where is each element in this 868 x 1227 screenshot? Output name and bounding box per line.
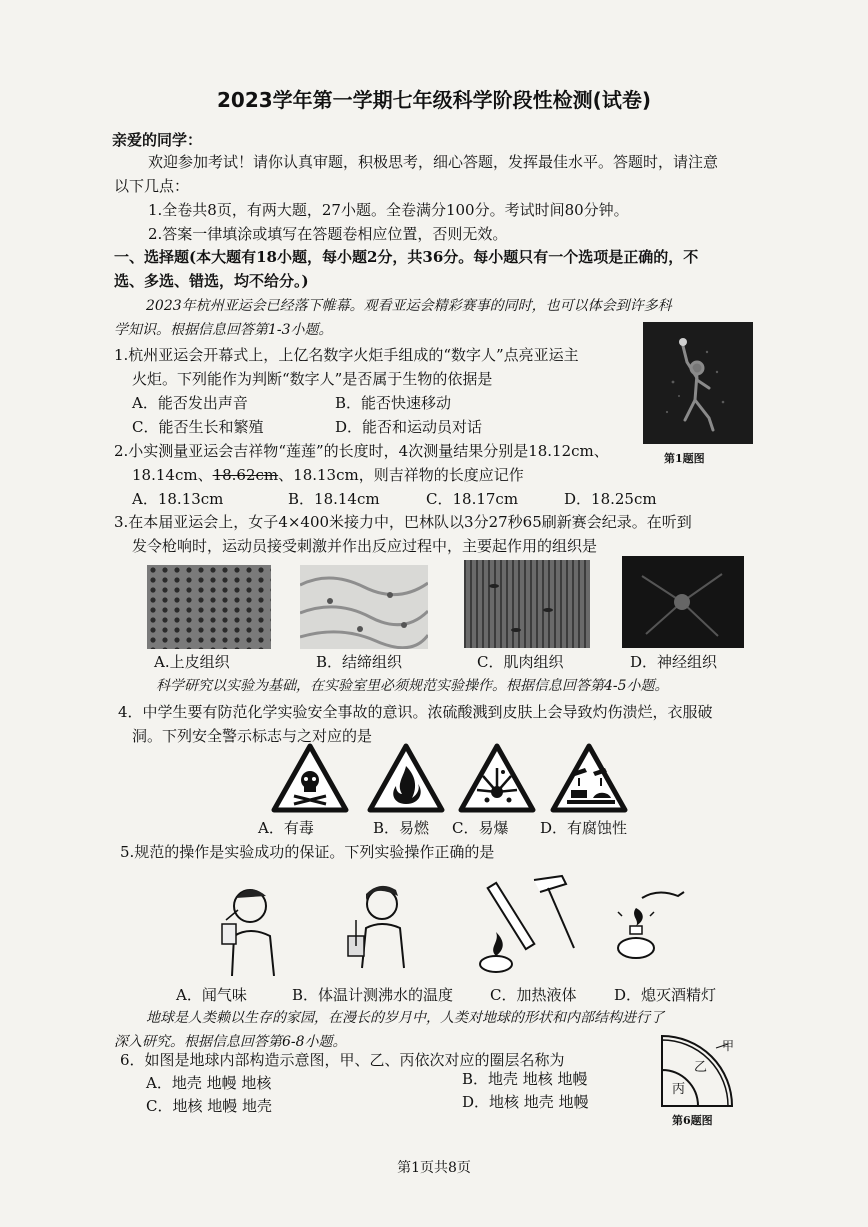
q6-option-b: B．地壳 地核 地幔 (462, 1070, 588, 1088)
context-3-line-1: 地球是人类赖以生存的家园，在漫长的岁月中，人类对地球的形状和内部结构进行了 (146, 1010, 664, 1026)
section-heading-line-1: 一、选择题(本大题有18小题，每小题2分，共36分。每小题只有一个选项是正确的，不 (114, 248, 699, 266)
q3-option-a: A.上皮组织 (154, 653, 230, 671)
q5-option-a: A．闻气味 (176, 986, 247, 1004)
q1-option-b: B．能否快速移动 (335, 394, 452, 412)
connective-tissue-icon (300, 565, 428, 649)
greeting: 亲爱的同学： (112, 131, 203, 149)
q4-stem-line-1: 4．中学生要有防范化学实验安全事故的意识。浓硫酸溅到皮肤上会导致灼伤溃烂，衣服破 (118, 703, 713, 721)
q1-option-c: C．能否生长和繁殖 (132, 418, 264, 436)
q6-option-d: D．地核 地壳 地幔 (462, 1093, 589, 1111)
context-1-line-2: 学知识。根据信息回答第1-3小题。 (114, 322, 333, 338)
layer-label-bing: 丙 (672, 1082, 686, 1097)
q1-option-a: A．能否发出声音 (132, 394, 248, 412)
q3-stem-line-1: 3.在本届亚运会上，女子4×400米接力中，巴林队以3分27秒65刷新赛会纪录。在听到 (114, 513, 692, 531)
q3-tissue-photo-c (464, 560, 590, 648)
epithelial-tissue-icon (147, 565, 271, 649)
context-1-line-1: 2023年杭州亚运会已经落下帷幕。观看亚运会精彩赛事的同时，也可以体会到许多科 (146, 298, 672, 314)
layer-label-yi: 乙 (694, 1060, 708, 1075)
intro-line-2: 以下几点： (114, 177, 190, 195)
heating-liquid-illustration-icon (478, 870, 578, 976)
q1-figure-photo (643, 322, 753, 444)
q4-option-c: C．易爆 (452, 819, 509, 837)
intro-line-1: 欢迎参加考试！请你认真审题，积极思考，细心答题，发挥最佳水平。答题时，请注意 (148, 153, 719, 171)
q2-stem-line-1: 2.小实测量亚运会吉祥物“莲莲”的长度时，4次测量结果分别是18.12cm、 (114, 442, 609, 460)
q1-stem-line-2: 火炬。下列能作为判断“数字人”是否属于生物的依据是 (132, 370, 493, 388)
q4-stem-line-2: 洞。下列安全警示标志与之对应的是 (132, 727, 373, 745)
q6-figure-caption: 第6题图 (672, 1114, 713, 1127)
muscle-tissue-icon (464, 560, 590, 648)
q3-option-c: C．肌肉组织 (477, 653, 564, 671)
q5-option-d: D．熄灭酒精灯 (614, 986, 717, 1004)
q3-tissue-photo-a (147, 565, 271, 649)
section-heading-line-2: 选、多选、错选，均不给分。) (114, 272, 309, 290)
extinguish-alcohol-lamp-illustration-icon (612, 886, 690, 960)
q2-measure-rest: 、18.13cm，则吉祥物的长度应记作 (278, 466, 524, 484)
q3-tissue-photo-d (622, 556, 744, 648)
q2-option-b: B．18.14cm (288, 490, 380, 508)
q4-option-d: D．有腐蚀性 (540, 819, 628, 837)
q5-option-c: C．加热液体 (490, 986, 577, 1004)
q6-option-c: C．地核 地幔 地壳 (146, 1097, 273, 1115)
layer-label-jia: 甲 (722, 1039, 735, 1053)
q5-option-b: B．体温计测沸水的温度 (292, 986, 454, 1004)
smell-gas-illustration-icon (218, 880, 288, 976)
q3-option-b: B．结缔组织 (316, 653, 403, 671)
q4-option-a: A．有毒 (258, 819, 314, 837)
q1-figure-caption: 第1题图 (664, 452, 705, 465)
q4-option-b: B．易燃 (373, 819, 430, 837)
q3-tissue-photo-b (300, 565, 428, 649)
explosive-warning-icon (457, 742, 537, 814)
q2-option-d: D．18.25cm (564, 490, 657, 508)
page-title: 2023学年第一学期七年级科学阶段性检测(试卷) (217, 88, 651, 112)
q5-stem: 5.规范的操作是实验成功的保证。下列实验操作正确的是 (120, 843, 495, 861)
page-footer: 第1页共8页 (397, 1160, 471, 1176)
flammable-warning-icon (366, 742, 446, 814)
q6-stem: 6．如图是地球内部构造示意图，甲、乙、丙依次对应的圈层名称为 (120, 1051, 565, 1069)
q3-option-d: D．神经组织 (630, 653, 718, 671)
context-2: 科学研究以实验为基础，在实验室里必须规范实验操作。根据信息回答第4-5小题。 (156, 678, 669, 694)
toxic-warning-icon (270, 742, 350, 814)
context-3-line-2: 深入研究。根据信息回答第6-8小题。 (114, 1034, 347, 1050)
q2-stem-line-2 (132, 465, 524, 485)
q1-stem-line-1: 1.杭州亚运会开幕式上，上亿名数字火炬手组成的“数字人”点亮亚运主 (114, 346, 579, 364)
intro-note-1: 1.全卷共8页，有两大题，27小题。全卷满分100分。考试时间80分钟。 (148, 201, 629, 219)
intro-note-2: 2.答案一律填涂或填写在答题卷相应位置，否则无效。 (148, 225, 508, 243)
q1-option-d: D．能否和运动员对话 (335, 418, 483, 436)
torchbearer-figure-icon (643, 322, 753, 444)
q2-option-c: C．18.17cm (426, 490, 519, 508)
q3-stem-line-2: 发令枪响时，运动员接受刺激并作出反应过程中，主要起作用的组织是 (132, 537, 598, 555)
corrosive-warning-icon (549, 742, 629, 814)
q6-option-a: A．地壳 地幔 地核 (146, 1074, 272, 1092)
nerve-tissue-icon (622, 556, 744, 648)
q2-measure-crossed: 18.62cm (212, 466, 279, 484)
q2-measure-1: 18.14cm、 (132, 466, 213, 484)
q2-option-a: A．18.13cm (132, 490, 224, 508)
thermometer-boiling-illustration-icon (344, 880, 418, 970)
